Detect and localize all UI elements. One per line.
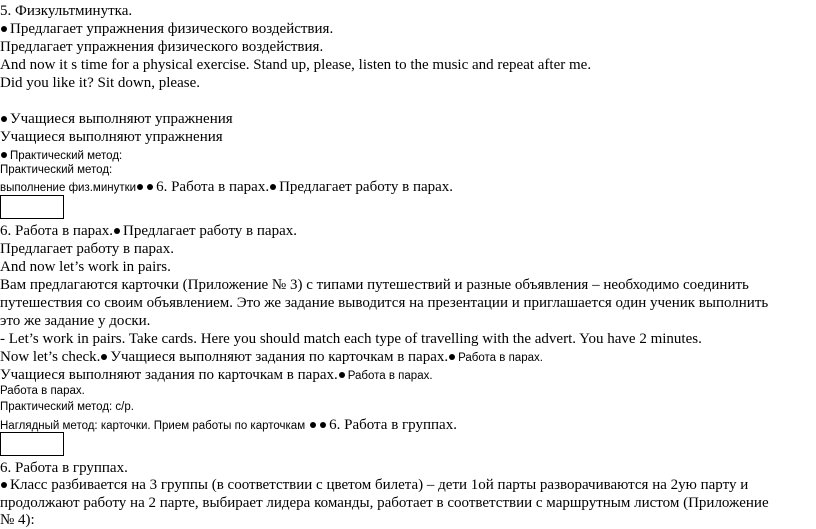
student-activity-line: Учащиеся выполняют задания по карточкам в парах. Работа в парах. xyxy=(0,367,433,383)
teacher-speech-line: Now let’s check. Учащиеся выполняют задания по карточкам в парах. Работа в парах. xyxy=(0,349,543,365)
empty-cell-box xyxy=(0,432,64,456)
task-description: путешествия со своим объявлением. Это же задание выводится на презентации и приглашается один ученик выполнить xyxy=(0,295,769,311)
teacher-speech: And now let’s work in pairs. xyxy=(0,259,171,275)
bullet-icon xyxy=(1,26,7,32)
group-task-description: продолжают работу на 2 парте, выбирает лидера команды, работает в соответствии с маршрутным листом (Приложение xyxy=(0,495,769,511)
bullet-icon xyxy=(114,228,120,234)
student-activity-bullet: Учащиеся выполняют упражнения xyxy=(0,110,233,128)
group-task-description: № 4): xyxy=(0,512,35,528)
method-label: Практический метод: с/р. xyxy=(0,401,134,413)
section-groups-heading: 6. Работа в группах. xyxy=(0,460,128,476)
work-form: Работа в парах. xyxy=(0,385,85,397)
teacher-speech: - Let’s work in pairs. Take cards. Here you should match each type of travelling with the advert. You have 2 minutes. xyxy=(0,331,702,347)
group-task-description: Класс разбивается на 3 группы (в соответствии с цветом билета) – дети 1ой парты разворачиваются на 2ую парту и xyxy=(0,476,748,494)
student-activity: Учащиеся выполняют упражнения xyxy=(0,129,223,145)
bullet-icon xyxy=(449,354,455,360)
bullet-icon xyxy=(310,422,316,428)
bullet-icon xyxy=(101,354,107,360)
method-bullet: Практический метод: xyxy=(0,146,122,165)
bullet-icon xyxy=(147,184,153,190)
bullet-icon xyxy=(137,184,143,190)
bullet-icon xyxy=(270,184,276,190)
bullet-icon xyxy=(320,422,326,428)
bullet-icon xyxy=(1,152,7,158)
task-description: это же задание у доски. xyxy=(0,313,151,329)
method-detail-line: выполнение физ.минутки 6. Работа в парах. Предлагает работу в парах. xyxy=(0,179,454,195)
bullet-icon xyxy=(1,116,7,122)
section-5-heading: 5. Физкультминутка. xyxy=(0,3,133,19)
teacher-activity: Предлагает упражнения физического воздействия. xyxy=(0,39,324,55)
method-label: Практический метод: xyxy=(0,164,113,176)
bullet-icon xyxy=(1,482,7,488)
section-6-heading: 6. Работа в парах. Предлагает работу в парах. xyxy=(0,223,297,239)
teacher-activity-bullet: Предлагает упражнения физического воздействия. xyxy=(0,20,333,38)
teacher-speech: Did you like it? Sit down, please. xyxy=(0,75,200,91)
bullet-icon xyxy=(339,372,345,378)
method-detail-line: Наглядный метод: карточки. Прием работы по карточкам 6. Работа в группах. xyxy=(0,417,457,433)
teacher-activity: Предлагает работу в парах. xyxy=(0,241,174,257)
task-description: Вам предлагаются карточки (Приложение № 3) с типами путешествий и разные объявления – необходимо соединить xyxy=(0,277,749,293)
empty-cell-box xyxy=(0,195,64,219)
teacher-speech: And now it s time for a physical exercise. Stand up, please, listen to the music and repeat after me. xyxy=(0,57,592,73)
